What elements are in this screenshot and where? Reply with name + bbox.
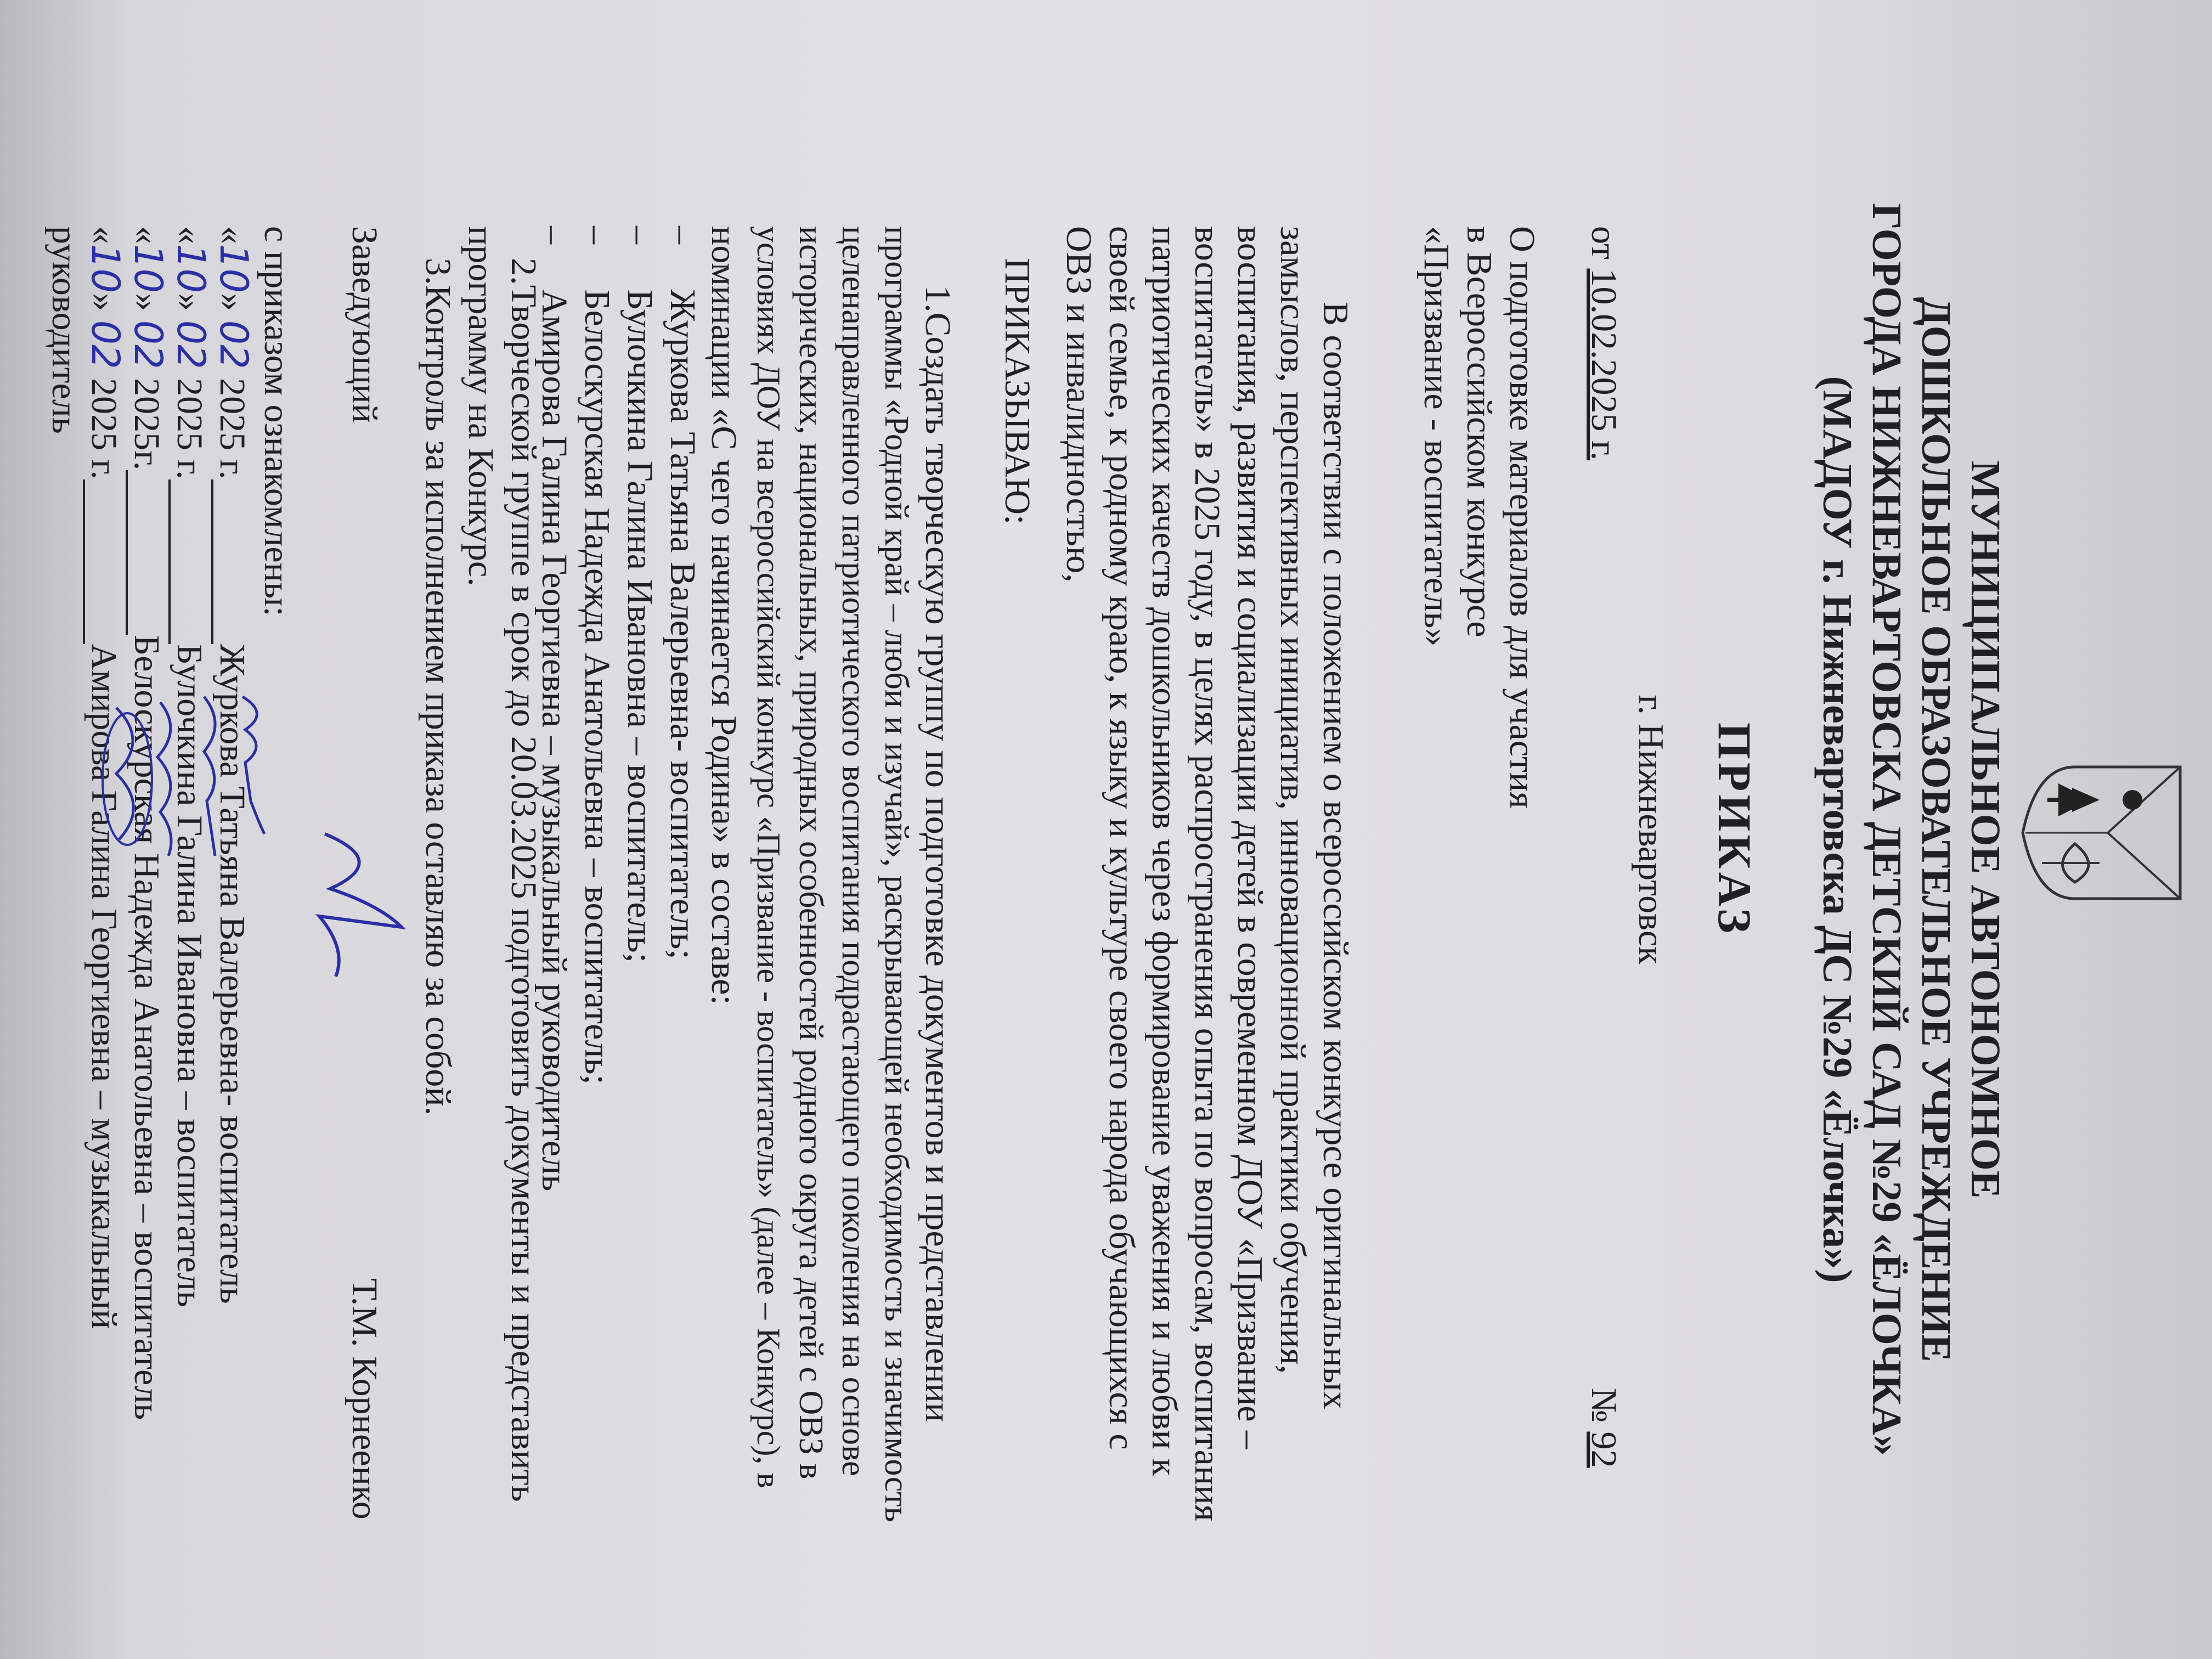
signatory-name: Т.М. Корнеенко [345, 1278, 385, 1520]
preamble-line-4: воспитатель» в 2025 году, в целях распространения опыта по вопросам, воспитания [1187, 226, 1227, 1521]
member-4: – Амирова Галина Георгиевна – музыкальный руководитель [534, 226, 574, 1192]
point-2-line-1: 2.Творческой группе в срок до 20.03.2025 подготовить документы и представить [504, 258, 544, 1502]
subject-line-3: «Призвание - воспитатель» [1417, 226, 1457, 647]
director-signature [303, 823, 413, 988]
point-1-line-5: условиях ДОУ на всероссийский конкурс «Призвание - воспитатель» (далее – Конкурс), в [751, 226, 787, 1488]
acquaintance-row-2: «10» 02 2025 г.Булочкина Галина Ивановна – воспитатель [168, 226, 213, 1307]
acquaintance-row-1: «10» 02 2025 г.Журкова Татьяна Валерьевна- воспитатель [211, 226, 256, 1304]
org-name-short: (МАДОУ г. Нижневартовска ДС №29 «Ёлочка») [1814, 376, 1860, 1283]
preamble-line-2: замыслов, перспективных инициатив, инновационной практики обучения, [1273, 226, 1313, 1374]
staff-signatures [94, 691, 275, 872]
point-1-line-3: целенаправленного патриотического воспитания подрастающего поколения на основе [835, 226, 872, 1476]
point-2-line-2: программу на Конкурс. [461, 226, 501, 586]
org-name-line-2: ДОШКОЛЬНОЕ ОБРАЗОВАТЕЛЬНОЕ УЧРЕЖДЕНИЕ [1913, 297, 1959, 1362]
order-word: ПРИКАЗЫВАЮ: [997, 258, 1037, 525]
subject-line-1: О подготовке материалов для участия [1502, 226, 1542, 809]
member-2: – Булочкина Галина Ивановна – воспитатель; [620, 226, 660, 963]
point-3: 3.Контроль за исполнением приказа оставляю за собой. [418, 258, 458, 1116]
point-1-line-1: 1.Создать творческую группу по подготовке документов и представлении [918, 285, 958, 1423]
preamble-line-1: В соответствии с положением о всероссийском конкурсе оригинальных [1316, 302, 1356, 1409]
signatory-position: Заведующий [345, 226, 385, 423]
point-1-line-4: исторических, национальных, природных особенностей родного округа детей с ОВЗ в [792, 226, 830, 1480]
member-3: – Белоскурская Надежда Анатольевна – воспитатель; [577, 226, 617, 1085]
acquaintance-title: с приказом ознакомлены: [257, 226, 297, 617]
subject-line-2: в Всероссийском конкурсе [1459, 226, 1499, 637]
document-title: ПРИКАЗ [1708, 722, 1761, 937]
order-number: № 92 [1584, 1388, 1624, 1468]
preamble-line-6: своей семье, к родному краю, к языку и культуре своего народа обучающихся с [1102, 226, 1142, 1450]
acquaintance-last-line: руководитель [44, 226, 84, 434]
coat-of-arms-icon [2020, 761, 2185, 904]
point-1-line-2: программы «Родной край – люби и изучай», раскрывающей необходимость и значимость [878, 226, 915, 1522]
city: г. Нижневартовск [1631, 695, 1671, 964]
org-name-line-1: МУНИЦИПАЛЬНОЕ АВТОНОМНОЕ [1962, 460, 2008, 1199]
point-1-line-6: номинации «С чего начинается Родина» в составе: [704, 226, 744, 1005]
preamble-line-3: воспитания, развития и социализации детей в современном ДОУ «Призвание – [1230, 226, 1270, 1449]
org-name-line-3: ГОРОДА НИЖНЕВАРТОВСКА ДЕТСКИЙ САД №29 «ЁЛОЧКА» [1864, 203, 1910, 1456]
order-date: от 10.02.2025 г. [1584, 226, 1624, 461]
member-1: – Журкова Татьяна Валерьевна- воспитатель; [663, 226, 703, 960]
acquaintance-row-4: «10» 02 2025 г.Амирова Галина Георгиевна – музыкальный [83, 226, 128, 1329]
preamble-line-5: патриотических качеств дошкольников через формирование уважения и любви к [1144, 226, 1184, 1476]
preamble-line-7: ОВЗ и инвалидностью, [1059, 226, 1099, 583]
acquaintance-row-3: «10» 02 2025г.Белоскурская Надежда Анатольевна – воспитатель [126, 226, 171, 1420]
